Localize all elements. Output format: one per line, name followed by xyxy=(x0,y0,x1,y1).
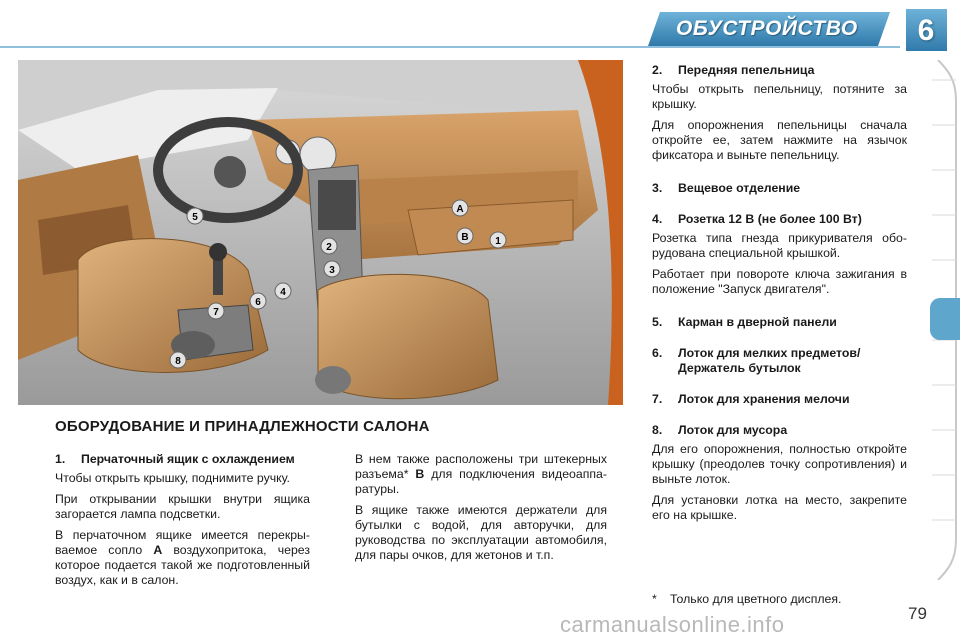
footnote-marker: * xyxy=(652,592,657,606)
footnote-text: Только для цветного дисплея. xyxy=(670,592,842,606)
watermark: carmanualsonline.info xyxy=(560,612,785,637)
callout-2 xyxy=(321,238,337,254)
svg-text:2: 2 xyxy=(326,242,332,253)
active-chapter-tab[interactable] xyxy=(930,298,960,340)
callout-3 xyxy=(324,261,340,277)
svg-text:5: 5 xyxy=(192,212,198,223)
chapter-number: 6 xyxy=(917,14,935,47)
callout-6 xyxy=(250,293,266,309)
callout-1 xyxy=(490,232,506,248)
item-heading-4: 4. Розетка 12 В (не более 100 Вт) xyxy=(652,212,862,226)
section-title: ОБОРУДОВАНИЕ И ПРИНАДЛЕЖНОСТИ САЛОНА xyxy=(55,418,430,435)
paragraph: В нем также расположены три штекерных разъема* B для подключения видеоаппаратуры. xyxy=(355,452,607,496)
callout-7 xyxy=(208,303,224,319)
callout-4 xyxy=(275,283,291,299)
page-number: 79 xyxy=(908,604,927,623)
svg-text:6: 6 xyxy=(255,297,261,308)
paragraph: Чтобы открыть крышку, поднимите ручку. xyxy=(55,471,290,485)
paragraph: Для опорожнения пепельницы сначала откройте ее, затем нажмите на язычок фиксатора и выньте пепельницу. xyxy=(652,118,907,162)
paragraph: В ящике также имеются держатели для бутылки с водой, для авторучки, для руководства по эксплуатации автомобиля, для пары очков, для жетонов и т.п. xyxy=(355,503,607,562)
svg-text:B: B xyxy=(461,232,469,243)
paragraph: Розетка типа гнезда прикуривателя оборудована специальной крышкой. xyxy=(652,231,907,260)
item-heading-3: 3. Вещевое отделение xyxy=(652,181,801,195)
callout-A xyxy=(452,200,468,216)
svg-text:7: 7 xyxy=(213,307,219,318)
paragraph: Для его опорожнения, полностью откройте крышку (преодолев точку сопротивления) и выньте лоток. xyxy=(652,442,907,486)
item-heading-7: 7. Лоток для хранения мелочи xyxy=(652,392,850,406)
callout-8 xyxy=(170,352,186,368)
callout-B xyxy=(457,228,473,244)
callout-5 xyxy=(187,208,203,224)
column-right xyxy=(652,63,907,529)
item-heading-2: 2. Передняя пепельница xyxy=(652,63,815,77)
column-middle xyxy=(355,452,607,569)
svg-text:4: 4 xyxy=(280,287,286,298)
item-heading-6: 6. Лоток для мелких предметов/ Держатель бутылок xyxy=(652,346,861,375)
paragraph: В перчаточном ящике имеется перекрываемое сопло A воздухопритока, через которое подается такой же подготовленный воздух, как и в салон. xyxy=(55,528,310,587)
item-heading-1: 1. Перчаточный ящик с охлаждением xyxy=(55,452,295,466)
callout-layer xyxy=(18,60,623,405)
paragraph: Для установки лотка на место, закрепите его на крышке. xyxy=(652,493,907,522)
chapter-title: ОБУСТРОЙСТВО xyxy=(676,17,858,40)
svg-text:8: 8 xyxy=(175,356,181,367)
paragraph: При открывании крышки внутри ящика загорается лампа подсветки. xyxy=(55,492,310,521)
paragraph: Работает при повороте ключа зажигания в положение "Запуск двигателя". xyxy=(652,267,907,296)
interior-illustration xyxy=(18,60,623,405)
item-heading-5: 5. Карман в дверной панели xyxy=(652,315,837,329)
paragraph: Чтобы открыть пепельницу, потяните за крышку. xyxy=(652,82,907,111)
svg-text:1: 1 xyxy=(495,236,501,247)
svg-text:3: 3 xyxy=(329,265,335,276)
svg-text:A: A xyxy=(456,204,464,215)
column-left xyxy=(55,452,310,594)
item-heading-8: 8. Лоток для мусора xyxy=(652,423,788,437)
footnote xyxy=(652,592,841,606)
chapter-header xyxy=(0,0,960,60)
